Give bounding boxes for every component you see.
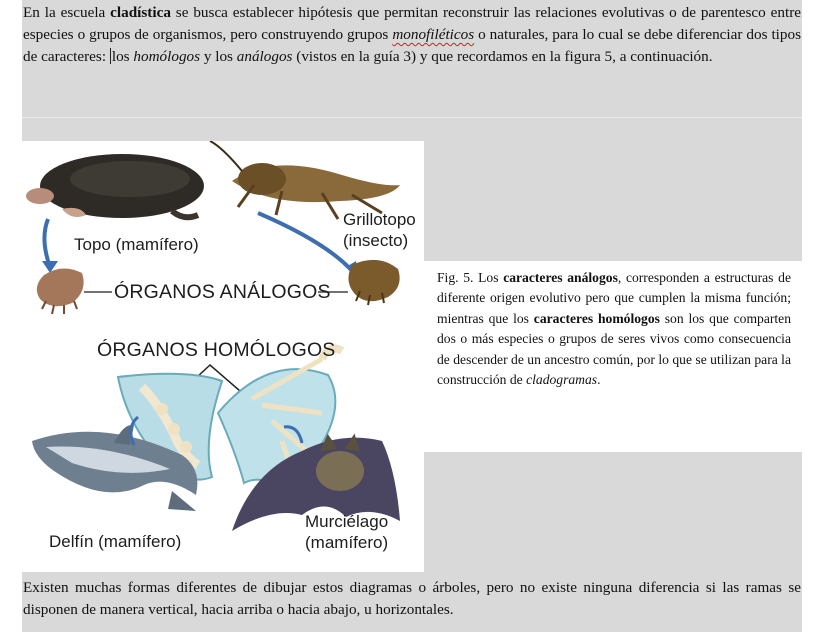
intro-text: En la escuela	[23, 4, 111, 21]
shaded-band-right-bottom	[424, 452, 802, 572]
term-analogos: análogos	[236, 48, 293, 65]
label-analogous-organs: ÓRGANOS ANÁLOGOS	[114, 281, 331, 303]
term-cladistica: cladística	[110, 4, 171, 21]
label-mole-cricket-type: (insecto)	[343, 231, 409, 250]
text-cursor	[110, 48, 111, 64]
label-mole-cricket	[343, 209, 416, 251]
closing-paragraph	[22, 572, 802, 632]
caption-text: son los que comparten dos o más especies o grupos de seres vivos como consecuencia de descender de un ancestro común, por lo que se utilizan para la construcción de	[437, 310, 792, 388]
label-mole: Topo (mamífero)	[74, 235, 199, 254]
intro-text: y los	[200, 48, 237, 65]
mole-cricket-icon	[210, 141, 400, 219]
closing-text: Existen muchas formas diferentes de dibujar estos diagramas o árboles, pero no existe ninguna diferencia si las ramas se disponen de manera vertical, hacia arriba o hacia abajo, u horizontales.	[23, 579, 801, 618]
shaded-gap	[22, 117, 802, 142]
term-monofileticos: monofiléticos	[392, 26, 475, 43]
label-dolphin: Delfín (mamífero)	[49, 532, 182, 551]
mole-icon	[26, 154, 204, 218]
intro-paragraph	[22, 0, 802, 117]
intro-text: los	[111, 48, 134, 65]
figure-caption	[437, 268, 791, 390]
label-bat	[305, 511, 388, 553]
shaded-band-right-top	[424, 141, 802, 261]
caption-term-cladograms: cladogramas	[526, 372, 598, 388]
caption-text: .	[597, 372, 601, 388]
label-bat-type: (mamífero)	[305, 533, 389, 552]
caption-term-analogous: caracteres análogos	[503, 270, 618, 285]
label-mole-cricket-name: Grillotopo	[343, 210, 416, 229]
figure-5-illustration	[22, 141, 424, 553]
intro-text: o naturales, para lo cual se debe diferenciar dos tipos de caracteres:	[23, 26, 801, 65]
mole-claw-icon	[37, 268, 112, 314]
caption-text: , corresponden a estructuras de diferente origen evolutivo pero que cumplen la misma función; mientras que los	[437, 270, 791, 326]
caption-text: Fig. 5. Los	[437, 270, 504, 285]
label-homologous-organs: ÓRGANOS HOMÓLOGOS	[97, 339, 336, 361]
caption-term-homologous: caracteres homólogos	[533, 310, 660, 326]
intro-text: (vistos en la guía 3) y que recordamos en la figura 5, a continuación.	[292, 48, 713, 65]
term-homologos: homólogos	[133, 48, 201, 65]
label-bat-name: Murciélago	[305, 512, 389, 531]
intro-text: se busca establecer hipótesis que permitan reconstruir las relaciones evolutivas o de parentesco entre especies o grupos de organismos, pero construyendo grupos	[23, 4, 801, 43]
